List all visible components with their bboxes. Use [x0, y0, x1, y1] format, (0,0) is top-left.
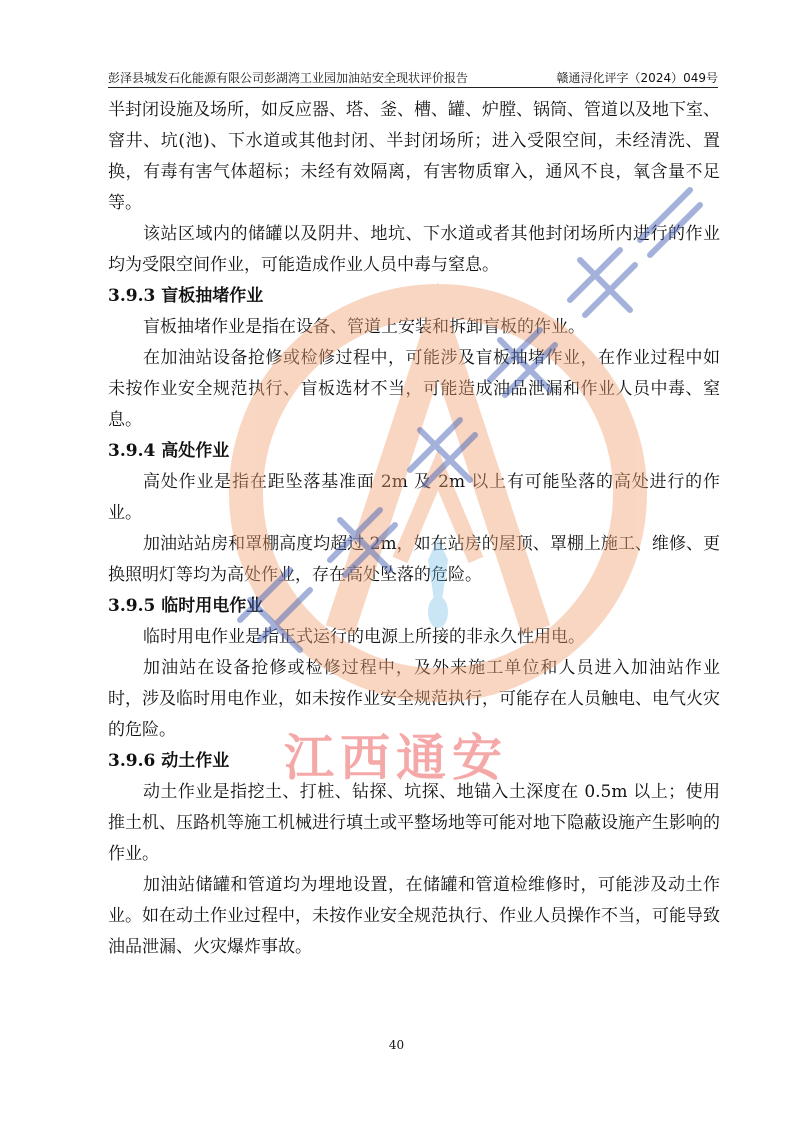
paragraph-temp-power-definition: 临时用电作业是指正式运行的电源上所接的非永久性用电。: [143, 627, 585, 647]
paragraph-excavation-definition: 动土作业是指挖土、打桩、钻探、坑探、地锚入土深度在 0.5m 以上；使用推土机、压路机等施工机械进行填土或平整场地等可能对地下隐蔽设施产生影响的作业。: [108, 782, 720, 864]
document-body: [108, 95, 720, 963]
section-heading-3-9-3: 3.9.3 盲板抽堵作业: [108, 286, 264, 306]
watermark-company-name: 江西通安: [284, 729, 508, 787]
paragraph-excavation-risk: 加油站储罐和管道均为埋地设置，在储罐和管道检维修时，可能涉及动土作业。如在动土作业过程中，未按作业安全规范执行、作业人员操作不当，可能导致油品泄漏、火灾爆炸事故。: [108, 875, 720, 957]
paragraph-blind-plate-definition: 盲板抽堵作业是指在设备、管道上安装和拆卸盲板的作业。: [143, 317, 585, 337]
section-heading-3-9-4: 3.9.4 高处作业: [108, 441, 230, 461]
paragraph-height-work-risk: 加油站站房和罩棚高度均超过 2m，如在站房的屋顶、罩棚上施工、维修、更换照明灯等均为高处作业，存在高处坠落的危险。: [108, 534, 720, 585]
section-heading-3-9-6: 3.9.6 动土作业: [108, 751, 230, 771]
paragraph-height-work-definition: 高处作业是指在距坠落基准面 2m 及 2m 以上有可能坠落的高处进行的作业。: [108, 472, 720, 523]
header-report-title: 彭泽县城发石化能源有限公司彭湖湾工业园加油站安全现状评价报告: [108, 71, 469, 85]
paragraph-confined-space-continued: 半封闭设施及场所，如反应器、塔、釜、槽、罐、炉膛、锅筒、管道以及地下室、窨井、坑(池)、下水道或其他封闭、半封闭场所；进入受限空间，未经清洗、置换，有毒有害气体超标；未经有效隔离，有害物质窜入，通风不良，氧含量不足等。: [108, 100, 720, 213]
page-number: 40: [388, 1038, 405, 1052]
paragraph-confined-space-station: 该站区域内的储罐以及阴井、地坑、下水道或者其他封闭场所内进行的作业均为受限空间作业，可能造成作业人员中毒与窒息。: [108, 224, 720, 275]
header-report-number: 赣通浔化评字（2024）049号: [556, 71, 718, 85]
page-header: [108, 67, 718, 88]
section-heading-3-9-5: 3.9.5 临时用电作业: [108, 596, 264, 616]
paragraph-blind-plate-risk: 在加油站设备抢修或检修过程中，可能涉及盲板抽堵作业，在作业过程中如未按作业安全规范执行、盲板选材不当，可能造成油品泄漏和作业人员中毒、窒息。: [108, 348, 720, 430]
paragraph-temp-power-risk: 加油站在设备抢修或检修过程中，及外来施工单位和人员进入加油站作业时，涉及临时用电作业，如未按作业安全规范执行，可能存在人员触电、电气火灾的危险。: [108, 658, 720, 740]
